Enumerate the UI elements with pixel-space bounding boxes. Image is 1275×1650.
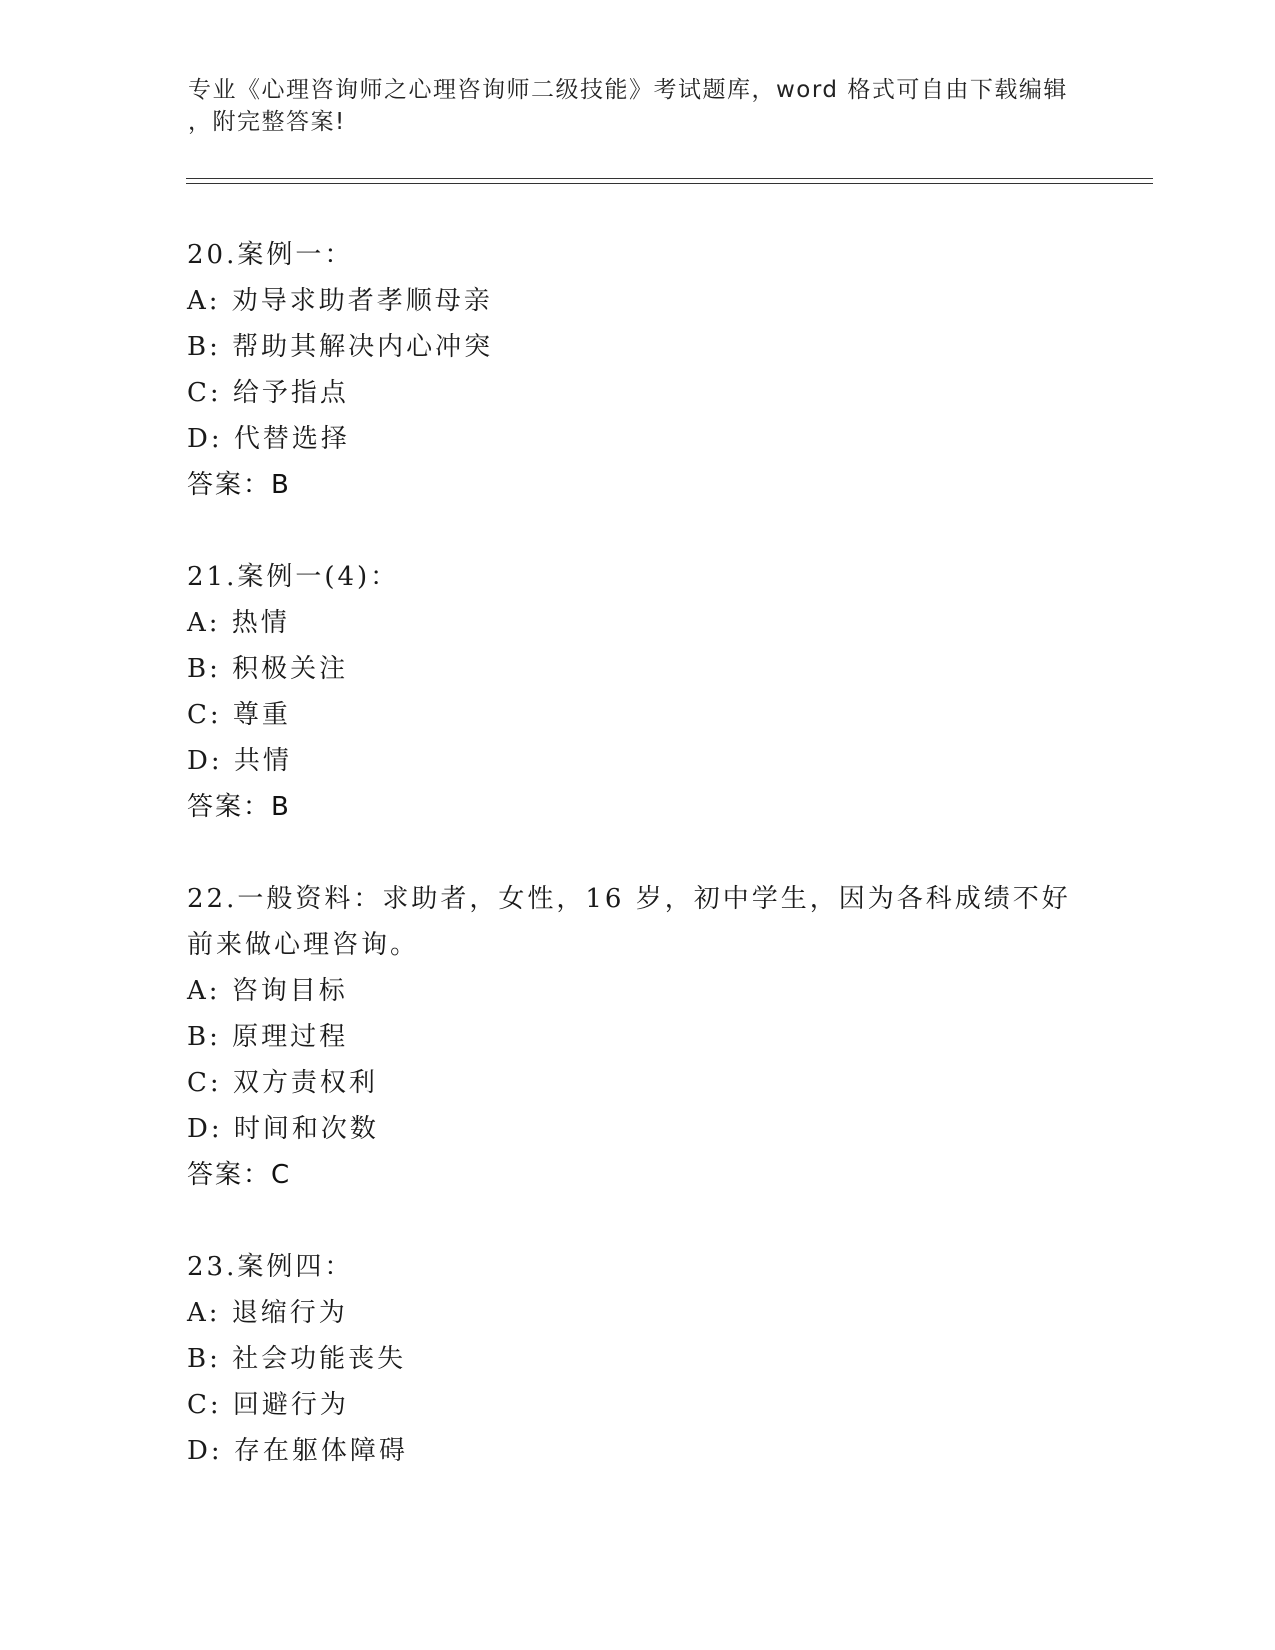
option-b: B: 社会功能丧失 <box>187 1344 407 1374</box>
option-a: A: 劝导求助者孝顺母亲 <box>187 286 493 316</box>
option-d: D: 存在躯体障碍 <box>187 1436 408 1466</box>
option-d: D: 代替选择 <box>187 424 350 454</box>
answer-label: 答案：C <box>187 1160 292 1190</box>
option-a: A: 退缩行为 <box>187 1298 348 1328</box>
question-23 <box>187 1244 1087 1474</box>
document-header <box>188 74 1088 138</box>
question-stem: 23.案例四： <box>187 1252 354 1282</box>
question-20 <box>187 232 1087 508</box>
question-list <box>187 232 1087 1520</box>
header-divider-bottom <box>186 183 1153 184</box>
answer-label: 答案：B <box>187 792 291 822</box>
header-line-2: ，附完整答案! <box>188 109 346 135</box>
question-22 <box>187 876 1087 1198</box>
option-c: C: 双方责权利 <box>187 1068 378 1098</box>
option-b: B: 帮助其解决内心冲突 <box>187 332 494 362</box>
question-stem: 21.案例一(4)： <box>187 562 400 592</box>
answer-label: 答案：B <box>187 470 291 500</box>
question-stem: 20.案例一： <box>187 240 354 270</box>
header-divider-top <box>186 178 1153 179</box>
option-c: C: 尊重 <box>187 700 291 730</box>
option-a: A: 咨询目标 <box>187 976 348 1006</box>
option-d: D: 时间和次数 <box>187 1114 379 1144</box>
option-b: B: 原理过程 <box>187 1022 349 1052</box>
option-c: C: 回避行为 <box>187 1390 349 1420</box>
option-a: A: 热情 <box>187 608 290 638</box>
header-line-1: 专业《心理咨询师之心理咨询师二级技能》考试题库，word 格式可自由下载编辑 <box>188 77 1068 103</box>
option-c: C: 给予指点 <box>187 378 349 408</box>
question-21 <box>187 554 1087 830</box>
option-b: B: 积极关注 <box>187 654 349 684</box>
option-d: D: 共情 <box>187 746 292 776</box>
question-stem: 22.一般资料：求助者，女性，16 岁，初中学生，因为各科成绩不好前来做心理咨询。 <box>187 884 1071 960</box>
